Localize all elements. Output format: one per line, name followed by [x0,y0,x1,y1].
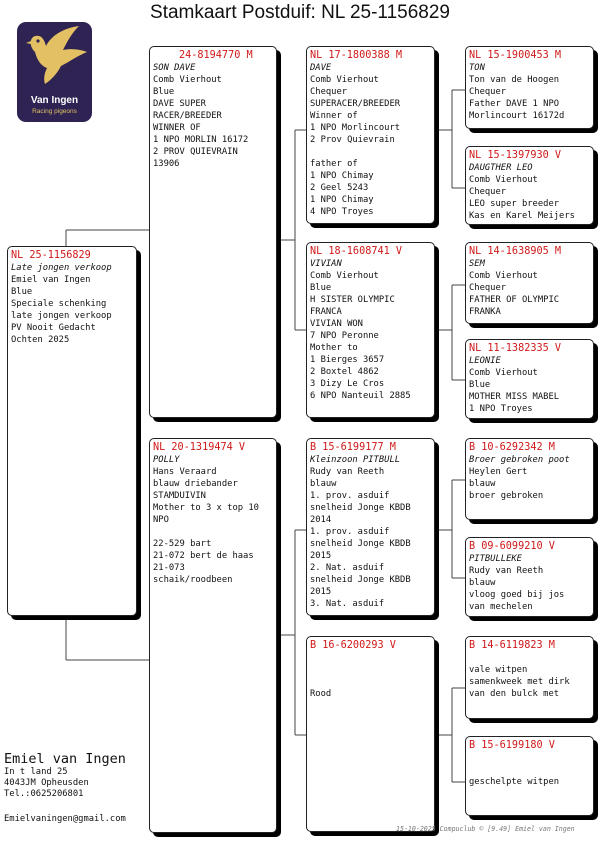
info-line: FRANKA [469,307,501,317]
pigeon-name: SON DAVE [153,63,196,73]
ring-number: NL 14-1638905 M [469,246,562,257]
info-line: snelheid Jonge KBDB [310,575,411,585]
info-line: 2 Geel 5243 [310,183,369,193]
info-line: 1 NPO Morlincourt [310,123,401,133]
info-line: DAVE SUPER [153,99,206,109]
ring-number: NL 15-1900453 M [469,50,562,61]
info-line [310,676,431,688]
info-line [469,652,590,664]
owner-email[interactable]: Emielvaningen@gmail.com [4,814,126,824]
info-line: 4 NPO Troyes [310,207,374,217]
info-line: RACER/BREEDER [153,111,222,121]
info-line: MOTHER MISS MABEL [469,392,560,402]
info-line: vale witpen [469,665,528,675]
owner-address: In t land 25 [4,767,68,777]
ring-number: 24-8194770 M [179,50,253,61]
info-line: Kas en Karel Meijers [469,211,575,221]
ddd-card [465,736,594,816]
info-line: 21-073 [153,563,185,573]
dds-card [465,636,594,719]
subject-pigeon-card [7,246,137,616]
info-line: vloog goed bij jos [469,590,565,600]
ring-number: NL 25-1156829 [11,250,91,261]
info-line: 3. Nat. asduif [310,599,385,609]
info-line: 1 NPO Chimay [310,171,374,181]
page-title: Stamkaart Postduif: NL 25-1156829 [150,2,450,23]
ring-number: B 16-6200293 V [310,640,396,651]
info-line: Comb Vierhout [469,175,538,185]
info-line: Heylen Gert [469,467,528,477]
ring-number: NL 17-1800388 M [310,50,403,61]
info-line: VIVIAN WON [310,319,363,329]
info-line: Rudy van Reeth [469,566,544,576]
info-line: 2015 [310,587,332,597]
ring-number: B 14-6119823 M [469,640,555,651]
pigeon-name: DAUGTHER LEO [469,163,533,173]
info-line: 2. Nat. asduif [310,563,385,573]
sdd-card [465,339,594,419]
info-line: Hans Veraard [153,467,217,477]
pigeon-name: LEONIE [469,356,501,366]
info-line: WINNER OF [153,123,201,133]
info-line: Chequer [469,283,507,293]
info-line: schaik/roodbeen [153,575,233,585]
info-line: Ton van de Hoogen [469,75,560,85]
info-line: Blue [469,380,491,390]
info-line: FATHER OF OLYMPIC [469,295,560,305]
info-line [153,526,273,538]
info-line: 7 NPO Peronne [310,331,379,341]
info-line: Comb Vierhout [469,368,538,378]
sire-sire-card [306,46,435,224]
ring-number: B 15-6199177 M [310,442,396,453]
info-line: NPO [153,515,169,525]
info-line: blauw [469,578,496,588]
owner-phone: Tel.:0625206801 [4,789,84,799]
info-line [310,664,431,676]
dss-card [465,438,594,520]
ring-number: NL 18-1608741 V [310,246,403,257]
info-line [310,652,431,664]
info-line: snelheid Jonge KBDB [310,503,411,513]
info-line: Comb Vierhout [469,271,538,281]
info-line: H SISTER OLYMPIC [310,295,395,305]
info-line: Comb Vierhout [310,75,379,85]
pigeon-name: Late jongen verkoop [11,263,112,273]
sss-card [465,46,594,129]
info-line: LEO super breeder [469,199,560,209]
info-line: 13906 [153,159,180,169]
ring-number: B 10-6292342 M [469,442,555,453]
info-line: STAMDUIVIN [153,491,206,501]
owner-info [4,751,126,800]
pigeon-name: TON [469,63,485,73]
info-line [310,146,431,158]
info-line: Rood [310,689,332,699]
info-line: 2014 [310,515,332,525]
info-line: Speciale schenking [11,299,107,309]
info-line: SUPERACER/BREEDER [310,99,401,109]
info-line: Comb Vierhout [310,271,379,281]
info-line: Blue [310,283,332,293]
sire-card [149,46,277,418]
info-line: father of [310,159,358,169]
dsd-card [465,537,594,617]
pigeon-name: DAVE [310,63,332,73]
info-line: van den bulck met [469,689,560,699]
info-line: Emiel van Ingen [11,275,91,285]
pigeon-name: POLLY [153,455,180,465]
info-line: 2 Boxtel 4862 [310,367,379,377]
sire-dam-card [306,242,435,418]
info-line: Ochten 2025 [11,335,70,345]
info-line: Mother to [310,343,358,353]
info-line: blauw driebander [153,479,238,489]
info-line: Chequer [310,87,348,97]
info-line: Blue [153,87,175,97]
info-line: Winner of [310,111,358,121]
info-line: 2015 [310,551,332,561]
info-line: broer gebroken [469,491,544,501]
info-line: Blue [11,287,33,297]
ssd-card [465,146,594,225]
ring-number: NL 15-1397930 V [469,150,562,161]
info-line: geschelpte witpen [469,777,560,787]
info-line: FRANCA [310,307,342,317]
owner-city: 4043JM Opheusden [4,778,89,788]
info-line: 1 NPO Troyes [469,404,533,414]
info-line: Chequer [469,187,507,197]
info-line: Chequer [469,87,507,97]
pigeon-name: PITBULLEKE [469,554,522,564]
info-line: Mother to 3 x top 10 [153,503,259,513]
ring-number: B 15-6199180 V [469,740,555,751]
info-line: 6 NPO Nanteuil 2885 [310,391,411,401]
info-line: snelheid Jonge KBDB [310,539,411,549]
dam-sire-card [306,438,435,616]
ring-number: NL 11-1382335 V [469,343,562,354]
ring-number: NL 20-1319474 V [153,442,246,453]
info-line: 1 Bierges 3657 [310,355,385,365]
info-line: Rudy van Reeth [310,467,385,477]
footer-credit: 15-10-2025 Compuclub © [9.49] Emiel van Ingen [396,825,575,833]
info-line: Comb Vierhout [153,75,222,85]
pigeon-name: Kleinzoon PITBULL [310,455,401,465]
info-line [469,764,590,776]
info-line: 1 NPO Chimay [310,195,374,205]
info-line: Morlincourt 16172d [469,111,565,121]
info-line: 1. prov. asduif [310,491,390,501]
info-line: Father DAVE 1 NPO [469,99,560,109]
pigeon-name: Broer gebroken poot [469,455,570,465]
info-line: 1. prov. asduif [310,527,390,537]
dam-card [149,438,277,833]
owner-name: Emiel van Ingen [4,751,126,767]
logo-brand: Van Ingen [30,95,79,106]
info-line: van mechelen [469,602,533,612]
info-line: blauw [469,479,496,489]
pigeon-name: SEM [469,259,485,269]
info-line: 22-529 bart [153,539,212,549]
info-line: 3 Dizy Le Cros [310,379,385,389]
ring-number: B 09-6099210 V [469,541,555,552]
dam-dam-card [306,636,435,832]
info-line: 2 Prov Quievrain [310,135,395,145]
info-line: samenkweek met dirk [469,677,570,687]
info-line [469,752,590,764]
sds-card [465,242,594,324]
info-line: 1 NPO MORLIN 16172 [153,135,249,145]
info-line: 2 PROV QUIEVRAIN [153,147,238,157]
info-line: blauw [310,479,337,489]
pigeon-name: VIVIAN [310,259,342,269]
info-line: 21-072 bert de haas [153,551,254,561]
info-line: late jongen verkoop [11,311,112,321]
logo-tagline: Racing pigeons [32,108,77,115]
info-line: PV Nooit Gedacht [11,323,96,333]
